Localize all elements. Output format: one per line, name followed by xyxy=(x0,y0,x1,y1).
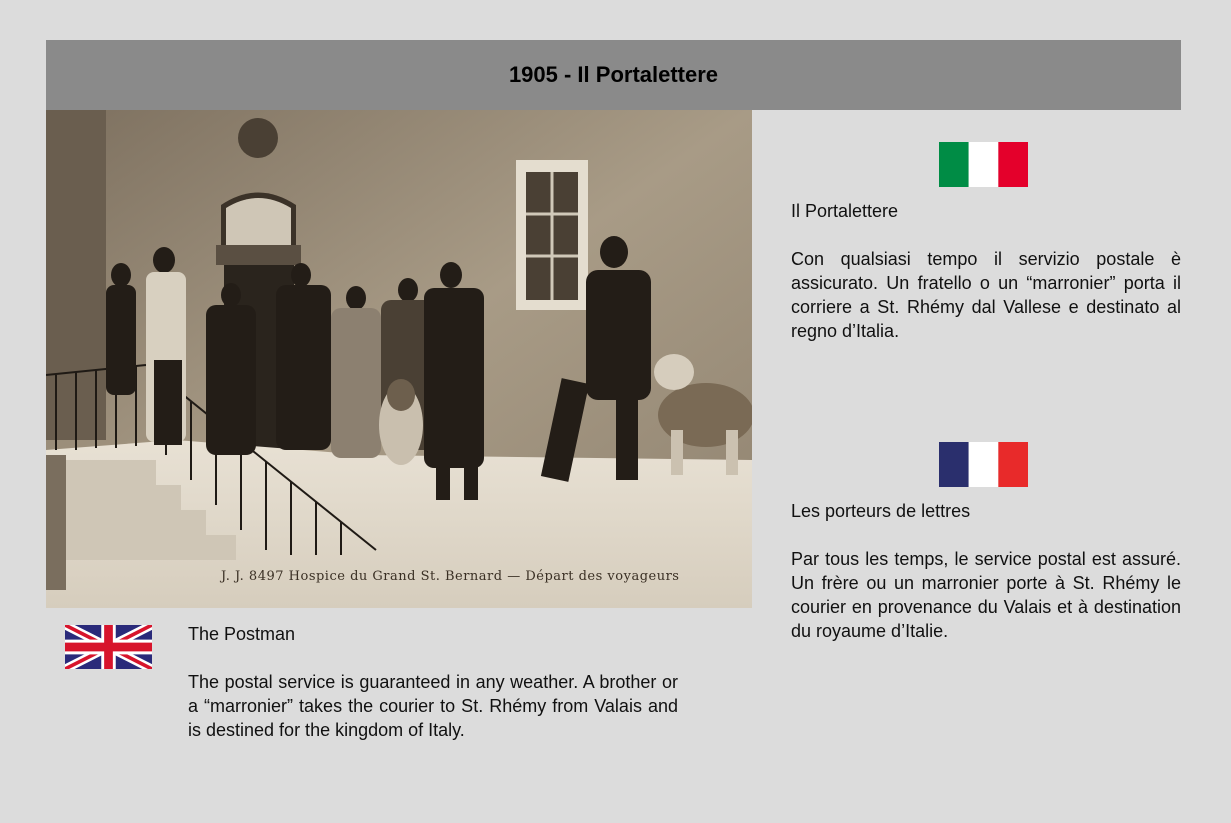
title-bar xyxy=(46,40,1181,110)
french-body: Par tous les temps, le service postal est assuré. Un frère ou un marronier porte à St. Rhémy le courier en provenance du Valais et à destination du royaume d’Italie. xyxy=(791,549,1181,641)
page-title: 1905 - Il Portalettere xyxy=(508,62,719,87)
france-flag-icon xyxy=(939,442,1028,487)
italy-flag-icon xyxy=(939,142,1028,187)
english-heading: The Postman xyxy=(188,624,296,644)
english-text-block xyxy=(188,622,678,742)
photo-caption: J. J. 8497 Hospice du Grand St. Bernard — Départ des voyageurs xyxy=(221,569,680,584)
historic-photo xyxy=(46,110,752,608)
uk-flag-icon xyxy=(65,625,152,669)
english-body: The postal service is guaranteed in any weather. A brother or a “marronier” takes the courier to St. Rhémy from Valais and is destined for the kingdom of Italy. xyxy=(188,672,678,740)
photo-illustration xyxy=(46,110,752,608)
italian-heading: Il Portalettere xyxy=(791,201,899,221)
italian-body: Con qualsiasi tempo il servizio postale è assicurato. Un fratello o un “marronier” porta il corriere a St. Rhémy dal Vallese e destinato al regno d’Italia. xyxy=(791,249,1181,341)
italian-text-block xyxy=(791,199,1181,343)
french-text-block xyxy=(791,499,1181,643)
french-heading: Les porteurs de lettres xyxy=(791,501,971,521)
